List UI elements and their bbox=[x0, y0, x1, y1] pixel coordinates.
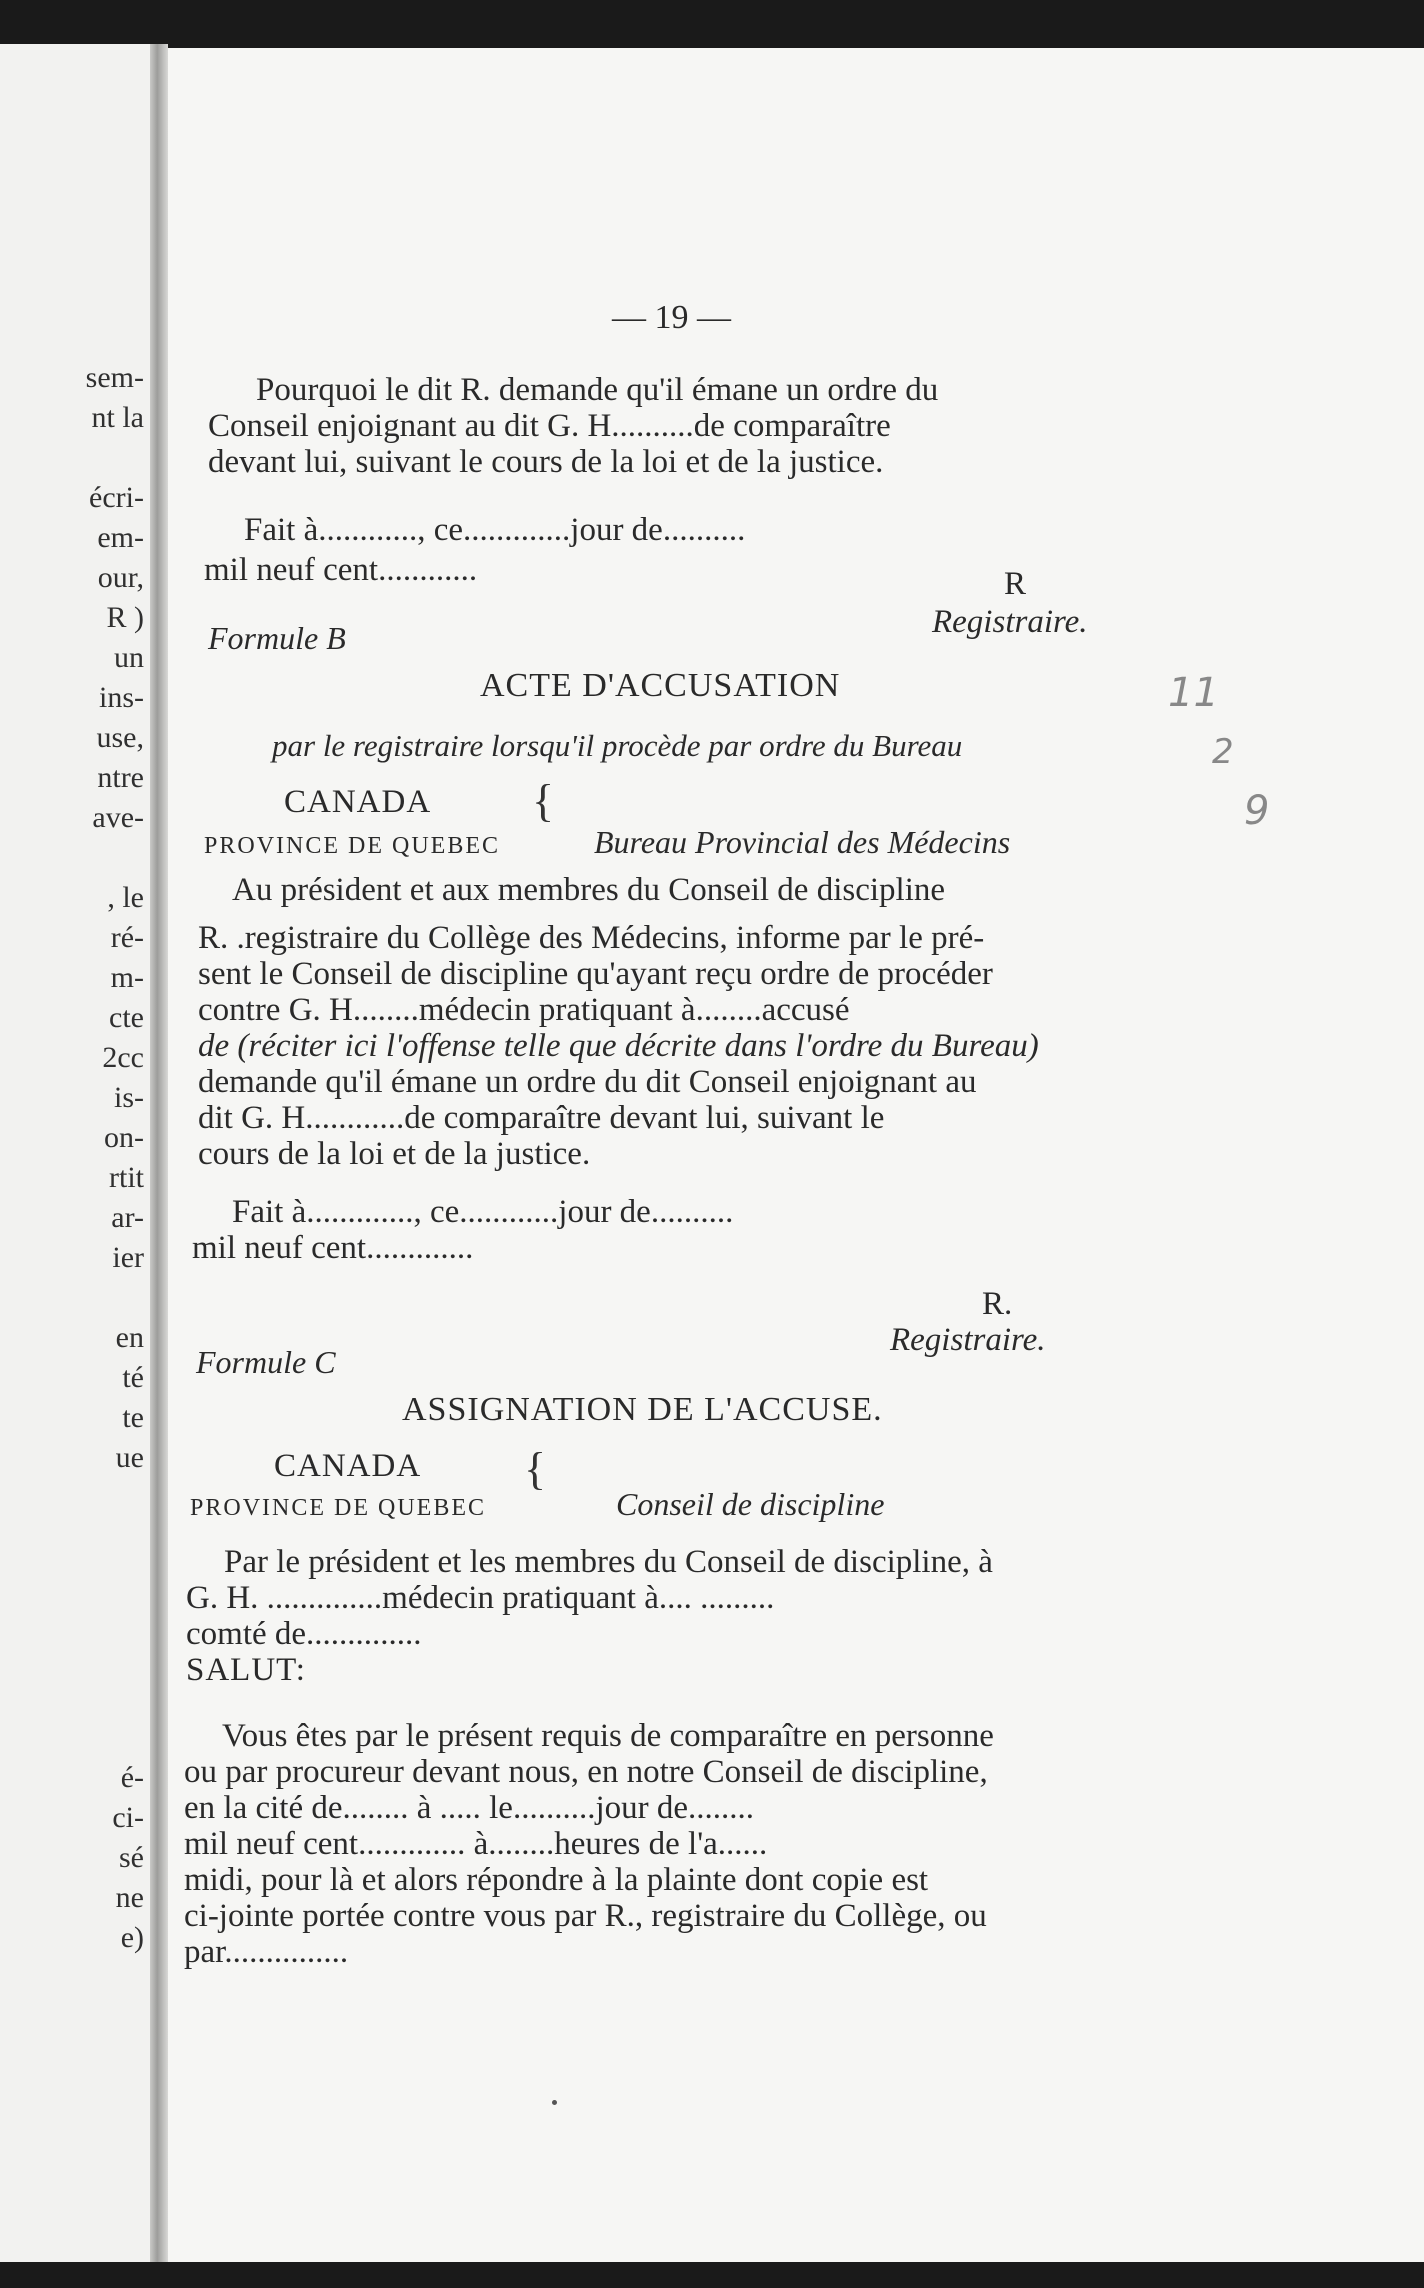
sign1-initial: R bbox=[1004, 566, 1027, 602]
facing-page-fragment: m- bbox=[110, 961, 144, 994]
book-gutter bbox=[150, 44, 168, 2264]
facing-page-fragment: sé bbox=[119, 1841, 144, 1874]
formule-b-body-8: cours de la loi et de la justice. bbox=[198, 1136, 591, 1172]
formule-b-province: PROVINCE DE QUEBEC bbox=[204, 833, 501, 859]
facing-page-fragment: ci- bbox=[112, 1801, 144, 1834]
facing-page-fragment: te bbox=[122, 1401, 144, 1434]
formule-c-body2-6: ci-jointe portée contre vous par R., registraire du Collège, ou bbox=[184, 1898, 987, 1934]
sign1-fait: Fait à............, ce.............jour de.......... bbox=[244, 512, 746, 548]
facing-page-fragment: cte bbox=[109, 1001, 144, 1034]
facing-page-fragment: ue bbox=[115, 1441, 144, 1474]
formule-b-body-7: dit G. H............de comparaître devant lui, suivant le bbox=[198, 1100, 885, 1136]
formule-b-heading: ACTE D'ACCUSATION bbox=[480, 667, 841, 704]
facing-page-fragment: ne bbox=[115, 1881, 144, 1914]
facing-page-fragment: ave- bbox=[92, 801, 144, 834]
formule-c-body-3: comté de.............. bbox=[186, 1616, 422, 1652]
formule-b-canada: CANADA bbox=[284, 784, 432, 820]
facing-page-fragment: ins- bbox=[99, 681, 144, 714]
para1-line-2: Conseil enjoignant au dit G. H..........de comparaître bbox=[208, 408, 891, 444]
formule-b-mil: mil neuf cent............. bbox=[192, 1230, 474, 1266]
facing-page-fragment: use, bbox=[96, 721, 144, 754]
facing-page-fragment: e) bbox=[120, 1921, 144, 1954]
facing-page-fragment: ré- bbox=[110, 921, 144, 954]
pencil-note-1: 11 bbox=[1168, 670, 1219, 716]
formule-b-subheading: par le registraire lorsqu'il procède par ordre du Bureau bbox=[272, 728, 963, 763]
formule-b-initial: R. bbox=[982, 1286, 1013, 1322]
facing-page-fragment: rtit bbox=[109, 1161, 144, 1194]
formule-b-bureau: Bureau Provincial des Médecins bbox=[594, 824, 1011, 860]
scan-bottom-border bbox=[0, 2262, 1424, 2288]
ink-speck bbox=[552, 2100, 557, 2105]
formule-c-body2-1: Vous êtes par le présent requis de comparaître en personne bbox=[222, 1718, 994, 1754]
formule-b-body-5: de (réciter ici l'offense telle que décrite dans l'ordre du Bureau) bbox=[198, 1028, 1039, 1064]
facing-page-fragment: ier bbox=[112, 1241, 144, 1274]
para1-line-1: Pourquoi le dit R. demande qu'il émane un ordre du bbox=[256, 372, 939, 408]
formule-b-body-2: R. .registraire du Collège des Médecins, informe par le pré- bbox=[198, 920, 985, 956]
formule-b-body-1: Au président et aux membres du Conseil de discipline bbox=[232, 872, 946, 908]
facing-page-fragment: R ) bbox=[106, 601, 144, 634]
formule-c-conseil: Conseil de discipline bbox=[616, 1486, 885, 1522]
sign1-title: Registraire. bbox=[932, 604, 1088, 640]
formule-c-body2-4: mil neuf cent............. à........heures de l'a...... bbox=[184, 1826, 768, 1862]
facing-page-fragment: ntre bbox=[97, 761, 144, 794]
page-number: — 19 — bbox=[612, 299, 731, 336]
facing-page-fragment: té bbox=[122, 1361, 144, 1394]
facing-page-fragment: un bbox=[114, 641, 144, 674]
formule-c-body-1: Par le président et les membres du Conseil de discipline, à bbox=[224, 1544, 993, 1580]
formule-c-body2-3: en la cité de........ à ..... le..........jour de........ bbox=[184, 1790, 755, 1826]
pencil-note-2: 2 bbox=[1212, 732, 1234, 772]
formule-c-canada: CANADA bbox=[274, 1448, 422, 1484]
formule-b-label: Formule B bbox=[208, 620, 346, 656]
formule-c-body-2: G. H. ..............médecin pratiquant à.... ......... bbox=[186, 1580, 775, 1616]
formule-c-province: PROVINCE DE QUEBEC bbox=[190, 1495, 487, 1521]
formule-c-label: Formule C bbox=[196, 1344, 336, 1380]
facing-page-fragment: sem- bbox=[85, 361, 144, 394]
sign1-mil: mil neuf cent............ bbox=[204, 552, 478, 588]
formule-c-body2-2: ou par procureur devant nous, en notre Conseil de discipline, bbox=[184, 1754, 988, 1790]
facing-page-fragment: our, bbox=[97, 561, 144, 594]
formule-b-fait: Fait à............., ce............jour de.......... bbox=[232, 1194, 734, 1230]
formule-b-body-6: demande qu'il émane un ordre du dit Conseil enjoignant au bbox=[198, 1064, 977, 1100]
facing-page-fragment: nt la bbox=[91, 401, 144, 434]
formule-c-body2-7: par............... bbox=[184, 1934, 349, 1970]
facing-page-fragment: , le bbox=[107, 881, 144, 914]
facing-page-fragment: on- bbox=[104, 1121, 144, 1154]
facing-page-fragment: ar- bbox=[111, 1201, 144, 1234]
facing-page-fragment: é- bbox=[120, 1761, 144, 1794]
formule-c-body2-5: midi, pour là et alors répondre à la plainte dont copie est bbox=[184, 1862, 929, 1898]
pencil-note-3: 9 bbox=[1244, 788, 1270, 834]
facing-page-fragment: 2cc bbox=[102, 1041, 144, 1074]
document-page bbox=[168, 48, 1424, 2262]
brace-icon: { bbox=[524, 1443, 547, 1494]
formule-b-body-3: sent le Conseil de discipline qu'ayant reçu ordre de procéder bbox=[198, 956, 993, 992]
formule-b-body-4: contre G. H........médecin pratiquant à........accusé bbox=[198, 992, 850, 1028]
formule-b-title: Registraire. bbox=[890, 1322, 1046, 1358]
facing-page-edge bbox=[0, 44, 150, 2264]
para1-line-3: devant lui, suivant le cours de la loi et de la justice. bbox=[208, 444, 884, 480]
facing-page-fragment: em- bbox=[97, 521, 144, 554]
facing-page-fragment: is- bbox=[114, 1081, 144, 1114]
facing-page-fragment: en bbox=[115, 1321, 144, 1354]
formule-c-heading: ASSIGNATION DE L'ACCUSE. bbox=[402, 1391, 883, 1428]
formule-c-salut: SALUT: bbox=[186, 1652, 306, 1688]
brace-icon: { bbox=[532, 775, 555, 826]
facing-page-fragment: écri- bbox=[89, 481, 144, 514]
